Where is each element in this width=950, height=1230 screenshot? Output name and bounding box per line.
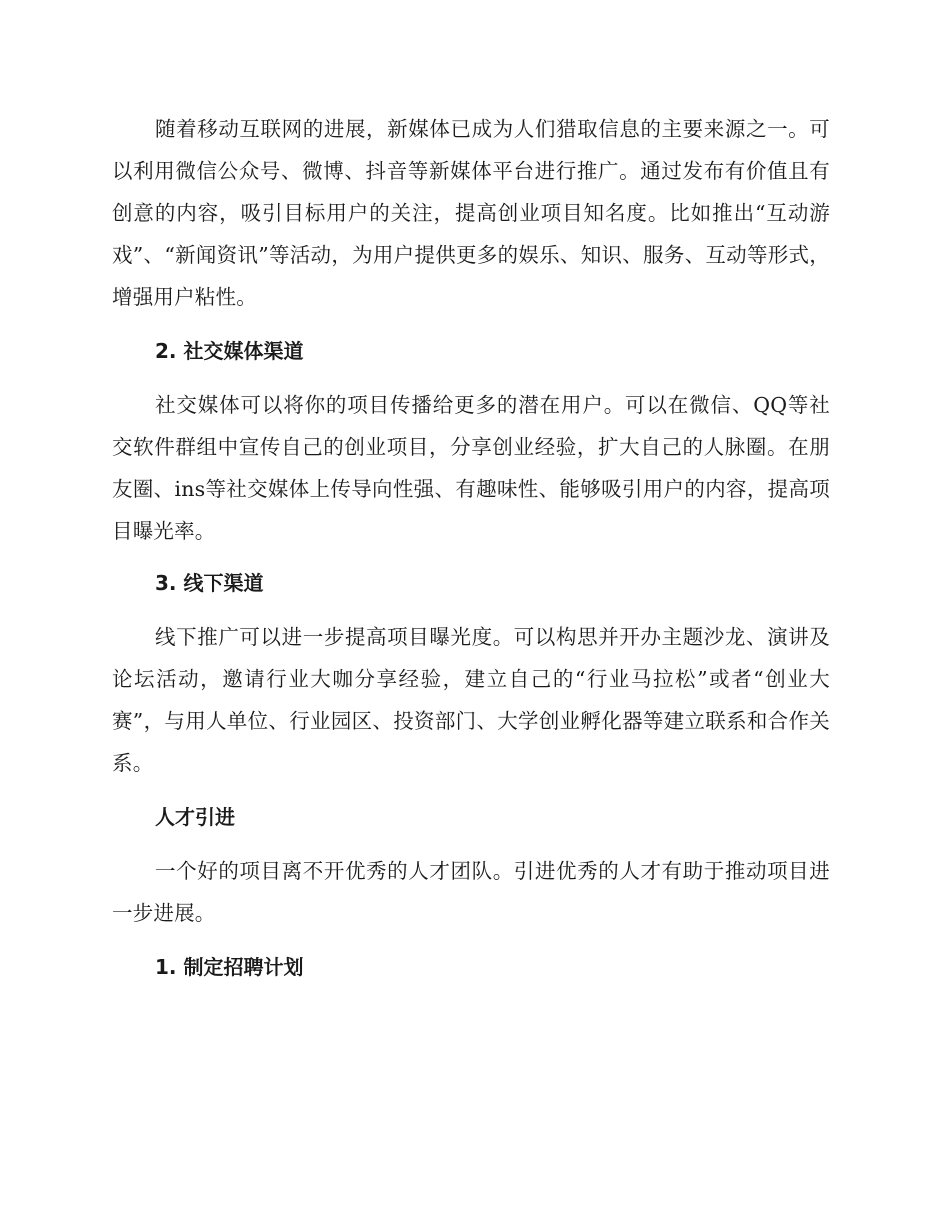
paragraph-social-media: 社交媒体可以将你的项目传播给更多的潜在用户。可以在微信、QQ等社交软件群组中宣传自己的创业项目，分享创业经验，扩大自己的人脉圈。在朋友圈、ins等社交媒体上传导向性强、有趣味性、能够吸引用户的内容，提高项目曝光率。 — [112, 393, 830, 543]
heading-recruitment-plan: 1. 制定招聘计划 — [155, 955, 304, 979]
paragraph-offline: 线下推广可以进一步提高项目曝光度。可以构思并开办主题沙龙、演讲及论坛活动，邀请行业大咖分享经验，建立自己的“行业马拉松”或者“创业大赛”，与用人单位、行业园区、投资部门、大学创业孵化器等建立联系和合作关系。 — [112, 625, 830, 775]
heading-social-media-channel: 2. 社交媒体渠道 — [155, 339, 304, 363]
heading-talent-introduction: 人才引进 — [155, 805, 235, 829]
document-page — [112, 108, 830, 988]
paragraph-talent: 一个好的项目离不开优秀的人才团队。引进优秀的人才有助于推动项目进一步进展。 — [112, 859, 830, 925]
paragraph-new-media: 随着移动互联网的进展，新媒体已成为人们猎取信息的主要来源之一。可以利用微信公众号、微博、抖音等新媒体平台进行推广。通过发布有价值且有创意的内容，吸引目标用户的关注，提高创业项目知名度。比如推出“互动游戏”、“新闻资讯”等活动，为用户提供更多的娱乐、知识、服务、互动等形式，增强用户粘性。 — [112, 117, 830, 309]
heading-offline-channel: 3. 线下渠道 — [155, 571, 264, 595]
